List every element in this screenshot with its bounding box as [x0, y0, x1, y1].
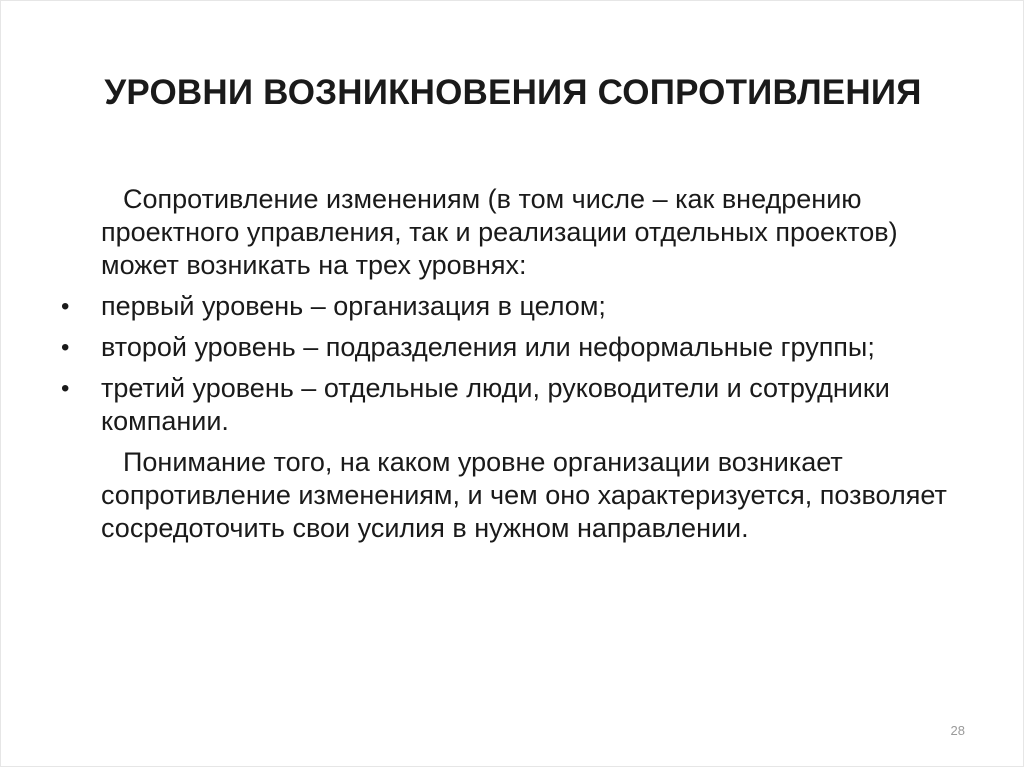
page-number: 28 [950, 723, 965, 738]
bullet-icon: • [61, 334, 70, 361]
bullet-icon: • [61, 293, 70, 320]
list-item-text: первый уровень – организация в целом; [101, 291, 606, 321]
list-item-text: третий уровень – отдельные люди, руководители и сотрудники компании. [101, 373, 890, 436]
slide-body [59, 183, 959, 553]
list-item [59, 372, 959, 438]
list-item-text: второй уровень – подразделения или неформальные группы; [101, 332, 875, 362]
intro-paragraph: Сопротивление изменениям (в том числе – как внедрению проектного управления, так и реализации отдельных проектов) может возникать на трех уровнях: [101, 184, 898, 280]
levels-list [59, 290, 959, 438]
list-item [59, 290, 959, 323]
conclusion-paragraph: Понимание того, на каком уровне организации возникает сопротивление изменениям, и чем оно характеризуется, позволяет сосредоточить свои усилия в нужном направлении. [101, 447, 947, 543]
bullet-icon: • [61, 375, 70, 402]
slide-title: УРОВНИ ВОЗНИКНОВЕНИЯ СОПРОТИВЛЕНИЯ [104, 73, 922, 112]
list-item [59, 331, 959, 364]
